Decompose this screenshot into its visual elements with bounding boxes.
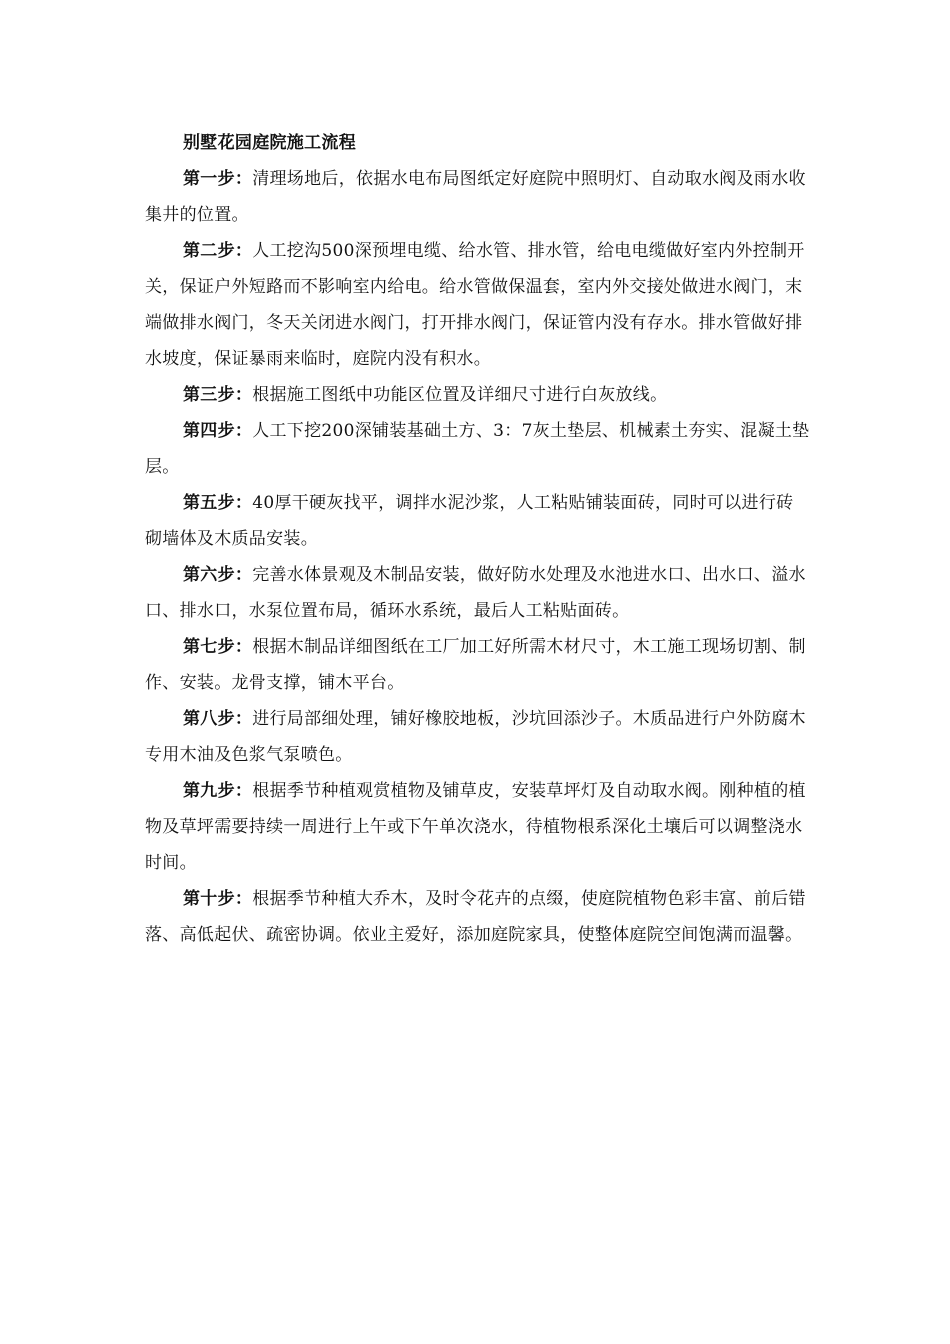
step-8-paragraph — [145, 701, 810, 773]
step-1-text: 清理场地后，依据水电布局图纸定好庭院中照明灯、自动取水阀及雨水收集井的位置。 — [145, 169, 806, 225]
step-9-paragraph — [145, 773, 810, 881]
step-7-label: 第七步： — [183, 637, 253, 657]
step-5-label: 第五步： — [183, 493, 253, 513]
step-1-label: 第一步： — [183, 169, 253, 189]
step-4-paragraph — [145, 413, 810, 485]
step-4-text: 人工下挖200深铺装基础土方、3：7灰土垫层、机械素土夯实、混凝土垫层。 — [145, 421, 810, 477]
step-6-paragraph — [145, 557, 810, 629]
step-10-text: 根据季节种植大乔木，及时令花卉的点缀，使庭院植物色彩丰富、前后错落、高低起伏、疏密协调。依业主爱好，添加庭院家具，使整体庭院空间饱满而温馨。 — [145, 889, 806, 945]
step-10-label: 第十步： — [183, 889, 253, 909]
step-2-paragraph — [145, 233, 810, 377]
step-5-paragraph — [145, 485, 810, 557]
document-body — [145, 125, 810, 953]
step-3-label: 第三步： — [183, 385, 253, 405]
step-3-paragraph — [145, 377, 810, 413]
step-2-label: 第二步： — [183, 241, 253, 261]
document-title: 别墅花园庭院施工流程 — [183, 133, 356, 153]
step-6-label: 第六步： — [183, 565, 253, 585]
step-8-label: 第八步： — [183, 709, 253, 729]
step-9-text: 根据季节种植观赏植物及铺草皮，安装草坪灯及自动取水阀。刚种植的植物及草坪需要持续一周进行上午或下午单次浇水，待植物根系深化土壤后可以调整浇水时间。 — [145, 781, 806, 873]
step-3-text: 根据施工图纸中功能区位置及详细尺寸进行白灰放线。 — [252, 385, 668, 405]
step-7-text: 根据木制品详细图纸在工厂加工好所需木材尺寸，木工施工现场切割、制作、安装。龙骨支撑，铺木平台。 — [145, 637, 806, 693]
step-4-label: 第四步： — [183, 421, 253, 441]
step-1-paragraph — [145, 161, 810, 233]
step-6-text: 完善水体景观及木制品安装，做好防水处理及水池进水口、出水口、溢水口、排水口，水泵位置布局，循环水系统，最后人工粘贴面砖。 — [145, 565, 806, 621]
step-5-text: 40厚干硬灰找平，调拌水泥沙浆，人工粘贴铺装面砖，同时可以进行砖砌墙体及木质品安装。 — [145, 493, 794, 549]
step-9-label: 第九步： — [183, 781, 253, 801]
step-7-paragraph — [145, 629, 810, 701]
step-8-text: 进行局部细处理，铺好橡胶地板，沙坑回添沙子。木质品进行户外防腐木专用木油及色浆气泵喷色。 — [145, 709, 806, 765]
step-2-text: 人工挖沟500深预埋电缆、给水管、排水管，给电电缆做好室内外控制开关，保证户外短路而不影响室内给电。给水管做保温套，室内外交接处做进水阀门，末端做排水阀门，冬天关闭进水阀门，打开排水阀门，保证管内没有存水。排水管做好排水坡度，保证暴雨来临时，庭院内没有积水。 — [145, 241, 805, 369]
step-10-paragraph — [145, 881, 810, 953]
